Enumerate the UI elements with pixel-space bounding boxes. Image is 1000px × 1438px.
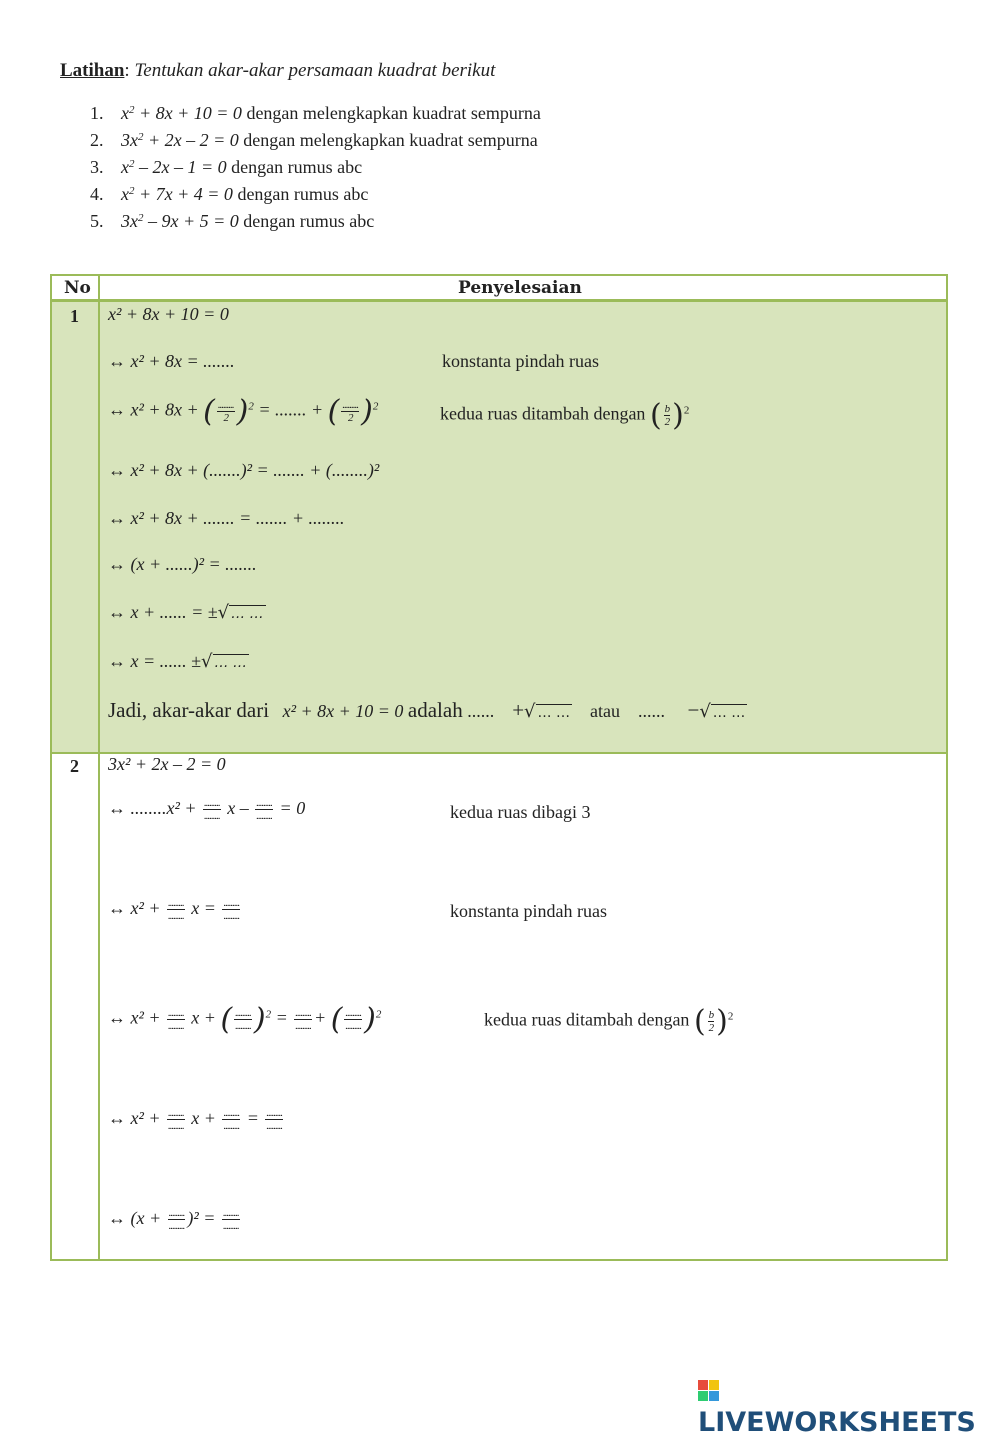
blank-input[interactable]: .........	[168, 1019, 184, 1032]
row2-step-2	[108, 898, 242, 922]
blank-input[interactable]: .........	[168, 1107, 184, 1119]
header-solution: Penyelesaian	[458, 278, 582, 298]
problem-method: dengan melengkapkan kuadrat sempurna	[238, 130, 538, 150]
blank-input[interactable]: .........	[223, 1120, 240, 1132]
problem-equation-rest: + 7x + 4 = 0	[134, 184, 233, 204]
problem-equation: x	[121, 157, 129, 177]
blank-input[interactable]: .........	[345, 1006, 362, 1019]
row1-step-4: ↔ x² + 8x + ....... = ....... + ........	[108, 508, 345, 528]
fraction-denominator: 2	[223, 411, 229, 424]
blank-input[interactable]: .........	[168, 910, 184, 922]
problem-equation-rest: + 8x + 10 = 0	[134, 103, 242, 123]
blank-input[interactable]: .........	[168, 1220, 185, 1232]
problem-method: dengan rumus abc	[232, 184, 369, 204]
fraction-denominator: 2	[348, 411, 353, 424]
sqrt-blank[interactable]: … …	[231, 606, 264, 622]
problem-number: 2.	[90, 130, 104, 150]
row1-equation: x² + 8x + 10 = 0	[108, 304, 229, 324]
blank-input[interactable]: .........	[256, 797, 273, 809]
blank-input[interactable]: .........	[217, 398, 234, 411]
problem-equation: x	[121, 184, 129, 204]
step-end: = 0	[279, 798, 306, 819]
equals-sign: =	[246, 1108, 259, 1129]
column-divider	[98, 276, 100, 1259]
problem-equation-rest: – 2x – 1 = 0	[134, 157, 227, 177]
step-lead: ↔ x² +	[108, 898, 161, 919]
conclusion-equation: x² + 8x + 10 = 0	[282, 701, 404, 721]
row1-step-2: ↔ x² + 8x + ( $\frac{.........}{2}$ )$^2$ = ....... + ( $\frac{.........}{2}$ )$^2$	[108, 394, 379, 429]
exercise-heading	[60, 60, 495, 82]
row1-step-3: ↔ x² + 8x + (.......)² = ....... + (........)²	[108, 460, 380, 480]
blank-input[interactable]: .........	[204, 810, 220, 822]
heading-colon: :	[124, 60, 130, 81]
row2-equation: 3x² + 2x – 2 = 0	[108, 754, 226, 774]
problem-equation: 3x	[121, 211, 138, 231]
problem-equation-rest: + 2x – 2 = 0	[143, 130, 239, 150]
row2-step-1	[108, 798, 305, 822]
row1-note-2: kedua ruas ditambah dengan ( $\frac{b}{2}$ )$^2$	[440, 398, 690, 433]
blank-input[interactable]: .........	[266, 1107, 283, 1119]
plus-sign: +	[314, 1007, 327, 1028]
exercise-instruction: Tentukan akar-akar persamaan kuadrat berikut	[134, 60, 496, 81]
step-lead: ↔ x² +	[108, 1108, 161, 1129]
solution-table	[50, 274, 948, 1261]
row1-step-1: ↔ x² + 8x = .......	[108, 351, 235, 371]
step-lead: ↔ x = ...... ±	[108, 651, 202, 671]
step-lead: ↔ (x +	[108, 1208, 162, 1229]
blank-input[interactable]: .........	[222, 1207, 239, 1219]
problem-equation-rest: – 9x + 5 = 0	[143, 211, 239, 231]
blank-input[interactable]: .........	[168, 1207, 185, 1219]
blank-input[interactable]: ......	[467, 701, 495, 721]
blank-input[interactable]: .........	[256, 810, 273, 822]
row2-note-2: konstanta pindah ruas	[450, 901, 607, 921]
blank-input[interactable]: .........	[345, 1019, 362, 1032]
sqrt-blank[interactable]: … …	[214, 655, 247, 671]
step-lead: ↔ x + ...... = ±	[108, 602, 218, 622]
step-term: x –	[227, 798, 249, 819]
problem-number: 1.	[90, 103, 104, 123]
problem-method: dengan rumus abc	[226, 157, 363, 177]
fraction-numerator: b	[664, 402, 670, 415]
plus-sign: +	[512, 698, 525, 722]
problem-equation: 3x	[121, 130, 138, 150]
fraction-denominator: 2	[708, 1021, 714, 1034]
blank-input[interactable]: .........	[295, 1019, 312, 1032]
row1-note-1: konstanta pindah ruas	[442, 351, 599, 371]
row-number: 2	[70, 756, 79, 776]
blank-input[interactable]: .........	[168, 1120, 184, 1132]
problem-number: 4.	[90, 184, 104, 204]
step-end: )² =	[187, 1208, 216, 1229]
fraction-numerator: b	[708, 1008, 714, 1021]
blank-input[interactable]: .........	[223, 910, 240, 922]
problem-method: dengan melengkapkan kuadrat sempurna	[241, 103, 541, 123]
problem-number: 3.	[90, 157, 104, 177]
step-lead: ↔ ........x² +	[108, 798, 197, 819]
problem-equation: x	[121, 103, 129, 123]
row2-step-4	[108, 1108, 285, 1132]
blank-input[interactable]: .........	[168, 897, 184, 909]
blank-input[interactable]: .........	[235, 1019, 251, 1032]
step-term: x +	[191, 1007, 216, 1028]
header-no: No	[64, 278, 91, 298]
conclusion-atau: atau	[589, 701, 620, 721]
blank-input[interactable]: .........	[223, 1107, 240, 1119]
blank-input[interactable]: .........	[222, 1220, 239, 1232]
blank-input[interactable]: .........	[342, 398, 359, 411]
blank-input[interactable]: .........	[223, 897, 240, 909]
row2-note-3: kedua ruas ditambah dengan ( $\frac{b}{2}$ )$^2$	[484, 1004, 734, 1039]
note-text: kedua ruas ditambah dengan	[440, 403, 646, 424]
blank-input[interactable]: .........	[168, 1006, 184, 1019]
logo-text: LIVEWORKSHEETS	[698, 1407, 976, 1438]
step-lead: ↔ x² +	[108, 1007, 161, 1028]
problem-item: 4. $x^2 + 7x + 4 = 0$ dengan rumus abc	[90, 181, 541, 208]
step-mid: = ....... +	[258, 399, 324, 420]
problem-number: 5.	[90, 211, 104, 231]
row1-step-6: ↔ x + ...... = ±√ … …	[108, 602, 264, 623]
row2-step-3: ↔ x² + $\frac{.........}{.........}$ x + ( $\frac{.........}{.........}$ )$^2$ = $\frac{.........}{.........}$ + ( $\frac{.........}{.........}$ )$^2$	[108, 1002, 382, 1037]
conclusion-lead: Jadi, akar-akar dari	[108, 698, 270, 722]
problem-item: 1. $x^2 + 8x + 10 = 0$ dengan melengkapkan kuadrat sempurna	[90, 100, 541, 127]
note-text: kedua ruas ditambah dengan	[484, 1009, 690, 1030]
row2-note-1: kedua ruas dibagi 3	[450, 802, 591, 822]
problem-item: 3. $x^2 - 2x - 1 = 0$ dengan rumus abc	[90, 154, 541, 181]
row1-step-7: ↔ x = ...... ±√ … …	[108, 651, 247, 672]
row-number: 1	[70, 306, 79, 326]
sqrt-blank[interactable]: … …	[537, 705, 570, 721]
step-term: x +	[191, 1108, 216, 1129]
problem-item: 5. $3x^2 - 9x + 5 = 0$ dengan rumus abc	[90, 208, 541, 235]
exercise-label: Latihan	[60, 60, 125, 81]
row2-step-5	[108, 1208, 242, 1232]
fraction-denominator: 2	[664, 415, 670, 428]
problem-method: dengan rumus abc	[238, 211, 375, 231]
liveworksheets-logo	[698, 1376, 1000, 1438]
row1-conclusion: Jadi, akar-akar dari x² + 8x + 10 = 0 adalah ...... +√ … … atau ...... −√ … …	[108, 698, 746, 722]
problem-item: 2. $3x^2 + 2x - 2 = 0$ dengan melengkapkan kuadrat sempurna	[90, 127, 541, 154]
logo-icon	[698, 1380, 720, 1402]
problem-list	[90, 100, 541, 235]
blank-input[interactable]: .........	[295, 1006, 312, 1019]
table-header	[52, 276, 946, 302]
sqrt-blank[interactable]: … …	[712, 705, 746, 721]
blank-input[interactable]: .........	[204, 797, 220, 809]
step-term: x =	[191, 898, 216, 919]
equals-sign: =	[275, 1007, 288, 1028]
blank-input[interactable]: .........	[266, 1120, 283, 1132]
step-lead: ↔ x² + 8x +	[108, 399, 199, 420]
blank-input[interactable]: ......	[637, 701, 665, 721]
conclusion-adalah: adalah	[407, 698, 463, 722]
minus-sign: −	[687, 698, 700, 722]
blank-input[interactable]: .........	[235, 1006, 251, 1019]
row1-step-5: ↔ (x + ......)² = .......	[108, 554, 257, 574]
